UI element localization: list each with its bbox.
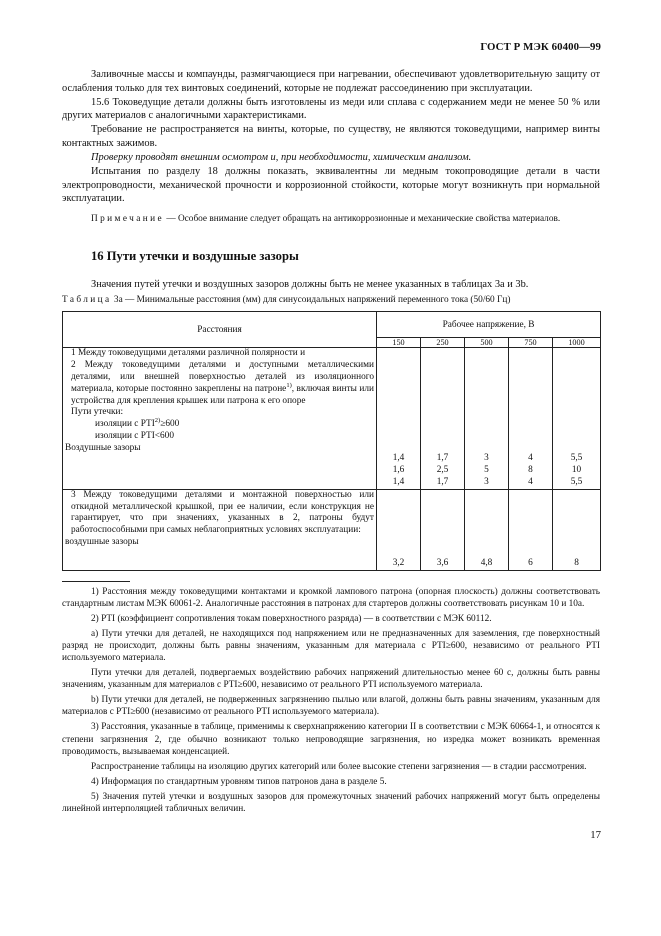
col-250 <box>421 489 465 570</box>
col-1000 <box>553 489 601 570</box>
paragraph: 15.6 Токоведущие детали должны быть изготовлены из меди или сплава с содержанием меди не менее 50 % или других материалов с аналогичными характеристиками. <box>62 96 600 122</box>
row-2-text: 2 Между токоведущими деталями и доступными металлическими деталями, или внешней поверхностью деталей из изоляционного материала, которые постоянно закреплены на патроне$^{1)}$, включая винты или устройства для крепления крышек или патрона к его опоре <box>71 360 374 406</box>
value-cell: 8 <box>574 557 579 568</box>
section-intro: Значения путей утечки и воздушных зазоров должны быть не менее указанных в таблицах 3а и 3b. <box>91 279 529 291</box>
header-voltage: 1000 <box>553 338 601 348</box>
col-250 <box>421 348 465 489</box>
footnote: Распространение таблицы на изоляцию других категорий или более высокие степени загрязнения — в стадии рассмотрения. <box>91 761 587 772</box>
paragraph: Требование не распространяется на винты, которые, по существу, не являются токоведущими, например винты контактных зажимов. <box>62 124 600 150</box>
col-150 <box>377 348 421 489</box>
page-content <box>62 68 600 818</box>
value-cell: 5 <box>484 465 489 476</box>
footnote: 3) Расстояния, указанные в таблице, применимы к сверхнапряжению категории II в соответствии с МЭК 60664-1, и относятся к степени загрязнения 2, где обычно возникают только непроводящие загрязнения, но изредка может возникать временная проводимость, вызываемая конденсацией. <box>62 722 600 757</box>
value-cell: 4 <box>528 477 533 488</box>
table-caption-text: 3а — Минимальные расстояния (мм) для синусоидальных напряжений переменного тока (50/60 Гц) <box>113 295 511 306</box>
footnote: 5) Значения путей утечки и воздушных зазоров для промежуточных значений рабочих напряжений могут быть определены линейной интерполяцией табличных величин. <box>62 791 600 814</box>
paragraph: Испытания по разделу 18 должны показать, эквивалентны ли медным токопроводящие детали в части электропроводности, механической прочности и коррозионной стойкости, которые могут возникнуть при нормальной эксплуатации. <box>62 165 600 205</box>
row-3-text: 3 Между токоведущими деталями и монтажной поверхностью или откидной металлической крышкой, при ее наличии, если конструкция не гарантирует, что при значениях, указанных в 2, патроны будут работоспособными при самых неблагоприятных условиях эксплуатации: <box>71 489 374 536</box>
header-voltage: 150 <box>377 338 421 348</box>
value-cell: 1,4 <box>392 477 405 488</box>
document-header: ГОСТ Р МЭК 60400—99 <box>480 41 601 53</box>
pti-ge-label: изоляции с $РТI^{2)}\ge 600$ <box>95 417 180 430</box>
note-text: — Особое внимание следует обращать на антикоррозионные и механические свойства материалов. <box>166 214 561 225</box>
value-cell: 1,6 <box>392 465 405 476</box>
note-label: Примечание <box>91 214 164 225</box>
footnote: b) Пути утечки для деталей, не подверженных загрязнению пылью или влагой, должны быть равны значениям, указанным для материалов с РТI≥600 (независимо от реального РТI используемого материала). <box>62 695 600 718</box>
value-cell: 5,5 <box>570 453 583 464</box>
footnote: 2) РТI (коэффициент сопротивления токам поверхностного разряда) — в соответствии с МЭК 60112. <box>91 613 492 624</box>
air-gaps-label: Воздушные зазоры <box>65 442 141 453</box>
table-row <box>63 489 601 570</box>
value-cell: 4,8 <box>480 557 493 568</box>
table-caption-label: Таблица <box>62 295 112 306</box>
header-working-voltage: Рабочее напряжение, В <box>377 312 601 338</box>
col-150 <box>377 489 421 570</box>
paragraph-italic: Проверку проводят внешним осмотром и, при необходимости, химическим анализом. <box>91 151 472 163</box>
value-cell: 6 <box>528 557 533 568</box>
value-cell: 3 <box>484 477 489 488</box>
value-cell: 1,7 <box>436 453 449 464</box>
section-title: 16 Пути утечки и воздушные зазоры <box>91 248 299 263</box>
footnote: 4) Информация по стандартным уровням типов патронов дана в разделе 5. <box>91 776 387 787</box>
footnote-rule <box>62 581 130 582</box>
page-number: 17 <box>590 829 601 841</box>
row-1-text: 1 Между токоведущими деталями различной полярности и <box>71 348 306 359</box>
table-caption <box>62 294 600 306</box>
col-1000 <box>553 348 601 489</box>
footnote: 1) Расстояния между токоведущими контактами и кромкой лампового патрона (опорная плоскость) должны соответствовать стандартным листам МЭК 60061-2. Аналогичные расстояния в патронах для стартеров должны соответствовать рисункам 10 и 10а. <box>62 586 600 609</box>
col-750 <box>509 348 553 489</box>
footnote: Пути утечки для деталей, подвергаемых воздействию рабочих напряжений длительностью менее 60 с, должны быть равны значениям, указанным для материалов с РТI≥600, независимо от реального РТI используемого материала. <box>62 668 600 691</box>
value-cell: 2,5 <box>436 465 449 476</box>
value-cell: 3,2 <box>392 557 405 568</box>
row-3-air-label: воздушные зазоры <box>65 537 139 548</box>
creepage-label: Пути утечки: <box>71 407 124 418</box>
col-500 <box>465 489 509 570</box>
footnote: а) Пути утечки для деталей, не находящихся под напряжением или не предназначенных для заземления, где поверхностный разряд не происходит, должны быть равны значениям, указанным для материала с РТI≥600, независимо от реального РТI используемого материала. <box>62 628 600 664</box>
note <box>62 213 600 225</box>
col-750 <box>509 489 553 570</box>
pti-lt-label: изоляции с РТI<600 <box>95 431 174 442</box>
paragraph: Заливочные массы и компаунды, размягчающиеся при нагревании, обеспечивают удовлетворительную защиту от ослабления только для тех винтовых соединений, которые не подлежат рассоединению при эксплуатации. <box>62 69 600 94</box>
value-cell: 5,5 <box>570 477 583 488</box>
row-3-description <box>63 489 377 570</box>
distances-table <box>62 311 601 570</box>
value-cell: 4 <box>528 453 533 464</box>
table-row <box>63 348 601 489</box>
row-1-description <box>63 348 377 489</box>
header-distances: Расстояния <box>63 312 377 348</box>
value-cell: 1,7 <box>436 477 449 488</box>
value-cell: 10 <box>571 465 582 476</box>
value-cell: 1,4 <box>392 453 405 464</box>
col-500 <box>465 348 509 489</box>
header-voltage: 500 <box>465 338 509 348</box>
value-cell: 3 <box>484 453 489 464</box>
header-voltage: 750 <box>509 338 553 348</box>
value-cell: 8 <box>528 465 533 476</box>
value-cell: 3,6 <box>436 557 449 568</box>
header-voltage: 250 <box>421 338 465 348</box>
